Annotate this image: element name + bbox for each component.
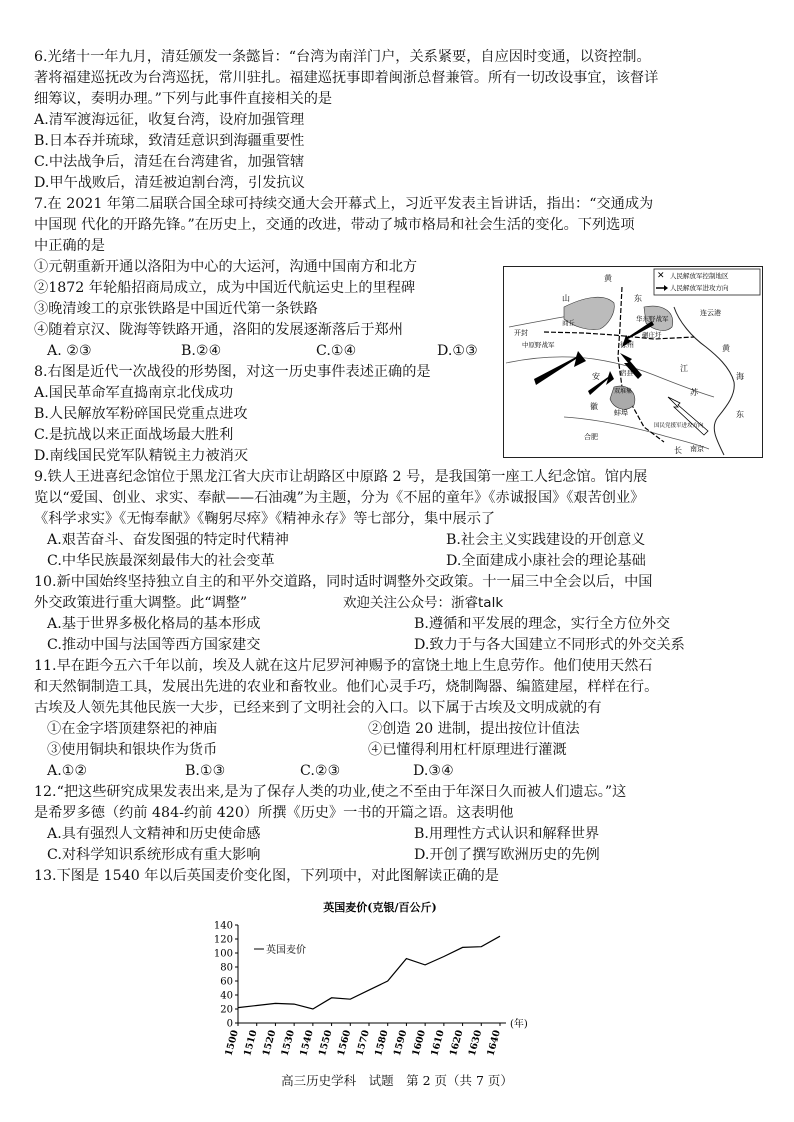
q10-line-1: 10.新中国始终坚持独立自主的和平外交道路，同时适时调整外交政策。十一届三中全会以后，中国	[34, 574, 653, 590]
x-tick-label: 1530	[279, 1028, 298, 1058]
x-tick-label: 1590	[391, 1028, 410, 1058]
map-label-shan: 山	[562, 294, 570, 303]
map-label-east-army: 华东野战军	[636, 315, 669, 323]
x-tick-label: 1560	[335, 1028, 354, 1058]
map-label-jiang: 江	[680, 364, 688, 373]
q10-option-a: A.基于世界多极化格局的基本形成	[47, 616, 261, 632]
q12-option-c: C.对科学知识系统形成有重大影响	[47, 847, 261, 863]
q9-option-b: B.社会主义实践建设的开创意义	[446, 532, 646, 548]
q10-watermark-note: 欢迎关注公众号：浙睿talk	[343, 595, 504, 611]
x-tick-label: 1630	[466, 1028, 485, 1058]
map-label-hefei: 合肥	[584, 433, 598, 441]
q12-line-2: 是希罗多德（约前 484-约前 420）所撰《历史》一书的开篇之语。这表明他	[34, 805, 514, 821]
q11-line-2: 和天然铜制造工具，发展出先进的农业和畜牧业。他们心灵手巧，烧制陶器、编篮建屋，样样在行。	[34, 679, 659, 695]
y-tick-label: 120	[213, 934, 233, 946]
q6-option-b: B.日本吞并琉球，致清廷意识到海疆重要性	[34, 133, 305, 149]
legend-label: 英国麦价	[266, 945, 306, 956]
q7-item-2: ②1872 年轮船招商局成立，成为中国近代航运史上的里程碑	[34, 280, 416, 296]
map-label-nanjing: 南京	[690, 445, 704, 453]
x-tick-label: 1640	[485, 1028, 503, 1058]
q7-option-d: D.①③	[437, 343, 478, 359]
x-tick-label: 1610	[429, 1028, 447, 1058]
map-label-huang-sea: 黄	[722, 344, 730, 353]
battle-map	[503, 266, 763, 458]
q7-line-1: 7.在 2021 年第二届联合国全球可持续交通大会开幕式上，习近平发表主旨讲话，指出：“交通成为	[34, 196, 654, 212]
x-axis-unit: (年)	[510, 1019, 528, 1030]
q11-item-2: ②创造 20 进制，提出按位计值法	[368, 721, 580, 737]
q10-line-2: 外交政策进行重大调整。此“调整”	[34, 595, 248, 611]
q9-line-1: 9.铁人王进喜纪念馆位于黑龙江省大庆市让胡路区中原路 2 号，是我国第一座工人纪念馆。馆内展	[34, 469, 648, 485]
x-tick-label: 1620	[447, 1028, 466, 1058]
map-label-kaifeng: 开封	[514, 329, 528, 337]
q9-option-d: D.全面建成小康社会的理论基础	[446, 553, 646, 569]
map-coastline	[674, 307, 734, 455]
map-label-huang: 黄	[604, 274, 612, 283]
q11-option-d: D.③④	[413, 763, 454, 779]
q6-option-d: D.甲午战败后，清廷被迫割台湾，引发抗议	[34, 175, 305, 191]
q11-line-3: 古埃及人领先其他民族一大步，已经来到了文明社会的入口。以下属于古埃及文明成就的有	[34, 700, 602, 716]
q11-option-c: C.②③	[300, 763, 341, 779]
map-label-dong-sea: 东	[736, 410, 744, 419]
x-tick-label: 1510	[242, 1028, 260, 1058]
q10-option-d: D.致力于与各大国建立不同形式的外交关系	[414, 637, 685, 653]
q6-line-2: 著将福建巡抚改为台湾巡抚，常川驻扎。福建巡抚事即着闽浙总督兼管。所有一切改设事宜，该督详	[34, 70, 659, 86]
y-tick-label: 100	[213, 948, 233, 960]
map-label-shangqiu: 商丘	[562, 319, 575, 327]
y-tick-label: 20	[220, 1004, 233, 1016]
wheat-price-chart	[200, 895, 540, 1075]
x-tick-label: 1540	[298, 1028, 316, 1058]
q11-option-b: B.①③	[185, 763, 226, 779]
map-label-suxian: 宿县	[620, 369, 633, 377]
q9-option-a: A.艰苦奋斗、奋发图强的特定时代精神	[47, 532, 289, 548]
q7-option-c: C.①④	[316, 343, 357, 359]
map-label-kmt-reinforcement: 国民党援军进攻方向	[654, 423, 704, 429]
map-label-dong: 东	[634, 294, 642, 303]
map-label-hai: 海	[736, 372, 744, 381]
q7-option-a: A. ②③	[47, 343, 92, 359]
map-label-chang: 长	[674, 446, 682, 455]
y-tick-label: 60	[220, 976, 233, 988]
q9-line-3: 《科学求实》《无悔奉献》《鞠躬尽瘁》《精神永存》等七部分，集中展示了	[34, 511, 496, 527]
map-label-an: 安	[592, 372, 600, 381]
svg-text:✕: ✕	[657, 271, 665, 281]
x-tick-label: 1570	[354, 1028, 372, 1058]
q8-option-b: B.人民解放军粉碎国民党重点进攻	[34, 406, 248, 422]
q7-line-2: 中国现 代化的开路先锋。”在历史上，交通的改进，带动了城市格局和社会生活的变化。下列选项	[34, 217, 635, 233]
q7-item-4: ④随着京汉、陇海等铁路开通，洛阳的发展逐渐落后于郑州	[34, 322, 403, 338]
map-label-lianyungang: 连云港	[700, 309, 721, 317]
q7-item-1: ①元朝重新开通以洛阳为中心的大运河，沟通中国南方和北方	[34, 259, 418, 275]
map-label-xuzhou: 徐州	[620, 341, 634, 349]
y-tick-label: 140	[213, 920, 233, 932]
q8-option-d: D.南线国民党军队精锐主力被消灭	[34, 448, 249, 464]
q7-line-3: 中正确的是	[34, 238, 105, 254]
x-tick-label: 1500	[223, 1028, 241, 1058]
q11-item-3: ③使用铜块和银块作为货币	[47, 742, 218, 758]
q13-stem: 13.下图是 1540 年以后英国麦价变化图，下列项中，对此图解读正确的是	[34, 868, 499, 884]
y-tick-label: 40	[220, 990, 233, 1002]
q9-line-2: 览以“爱国、创业、求实、奉献——石油魂”为主题，分为《不屈的童年》《赤诚报国》《艰苦创业》	[34, 490, 645, 506]
q12-line-1: 12.“把这些研究成果发表出来,是为了保存人类的功业,使之不至由于年深日久而被人们遗忘。”这	[34, 784, 627, 800]
map-label-bengbu: 蚌埠	[614, 409, 628, 417]
q11-option-a: A.①②	[47, 763, 88, 779]
q6-line-1: 6.光绪十一年九月，清廷颁发一条懿旨：“台湾为南洋门户，关系紧要，自应因时变通，以资控制。	[34, 49, 651, 65]
map-label-central-army: 中原野战军	[522, 341, 555, 349]
q7-item-3: ③晚清竣工的京张铁路是中国近代第一条铁路	[34, 301, 318, 317]
map-legend-control: 人民解放军控制地区	[670, 272, 729, 280]
q11-item-1: ①在金字塔顶建祭祀的神庙	[47, 721, 218, 737]
map-label-su: 苏	[690, 388, 698, 397]
x-tick-label: 1580	[373, 1028, 391, 1058]
q8-option-c: C.是抗战以来正面战场最大胜利	[34, 427, 234, 443]
q12-option-d: D.开创了撰写欧洲历史的先例	[414, 847, 600, 863]
q10-option-c: C.推动中国与法国等西方国家建交	[47, 637, 261, 653]
q8-stem: 8.右图是近代一次战役的形势图，对这一历史事件表述正确的是	[34, 364, 431, 380]
x-tick-label: 1550	[316, 1028, 335, 1058]
map-label-nianzhuang: 碾庄圩	[642, 331, 662, 339]
chart-title: 英国麦价(克银/百公斤)	[323, 901, 437, 914]
q11-item-4: ④已懂得利用杠杆原理进行灌溉	[368, 742, 567, 758]
map-label-hui: 徽	[590, 402, 598, 411]
q6-option-a: A.清军渡海远征，收复台湾，设府加强管理	[34, 112, 305, 128]
page-footer: 高三历史学科 试题 第 2 页（共 7 页）	[281, 1073, 513, 1088]
map-kmt-arrow	[668, 397, 708, 435]
q8-option-a: A.国民革命军直捣南京北伐成功	[34, 385, 234, 401]
map-attack-arrow-1	[534, 351, 586, 385]
y-tick-label: 80	[220, 962, 233, 974]
q12-option-a: A.具有强烈人文精神和历史使命感	[47, 826, 261, 842]
q7-option-b: B.②④	[181, 343, 222, 359]
q6-line-3: 细筹议，奏明办理。”下列与此事件直接相关的是	[34, 91, 333, 107]
q6-option-c: C.中法战争后，清廷在台湾建省，加强管辖	[34, 154, 305, 170]
q10-option-b: B.遵循和平发展的理念，实行全方位外交	[414, 616, 671, 632]
q9-option-c: C.中华民族最深刻最伟大的社会变革	[47, 553, 275, 569]
map-label-shuangduiji: 双堆集	[614, 388, 633, 395]
q12-option-b: B.用理性方式认识和解释世界	[414, 826, 600, 842]
y-tick-label: 0	[226, 1018, 233, 1030]
x-tick-label: 1600	[410, 1028, 429, 1058]
x-tick-label: 1520	[260, 1028, 279, 1058]
q11-line-1: 11.早在距今五六千年以前，埃及人就在这片尼罗河神赐予的富饶土地上生息劳作。他们使用天然石	[34, 658, 653, 674]
map-legend-attack: 人民解放军进攻方向	[670, 284, 729, 292]
